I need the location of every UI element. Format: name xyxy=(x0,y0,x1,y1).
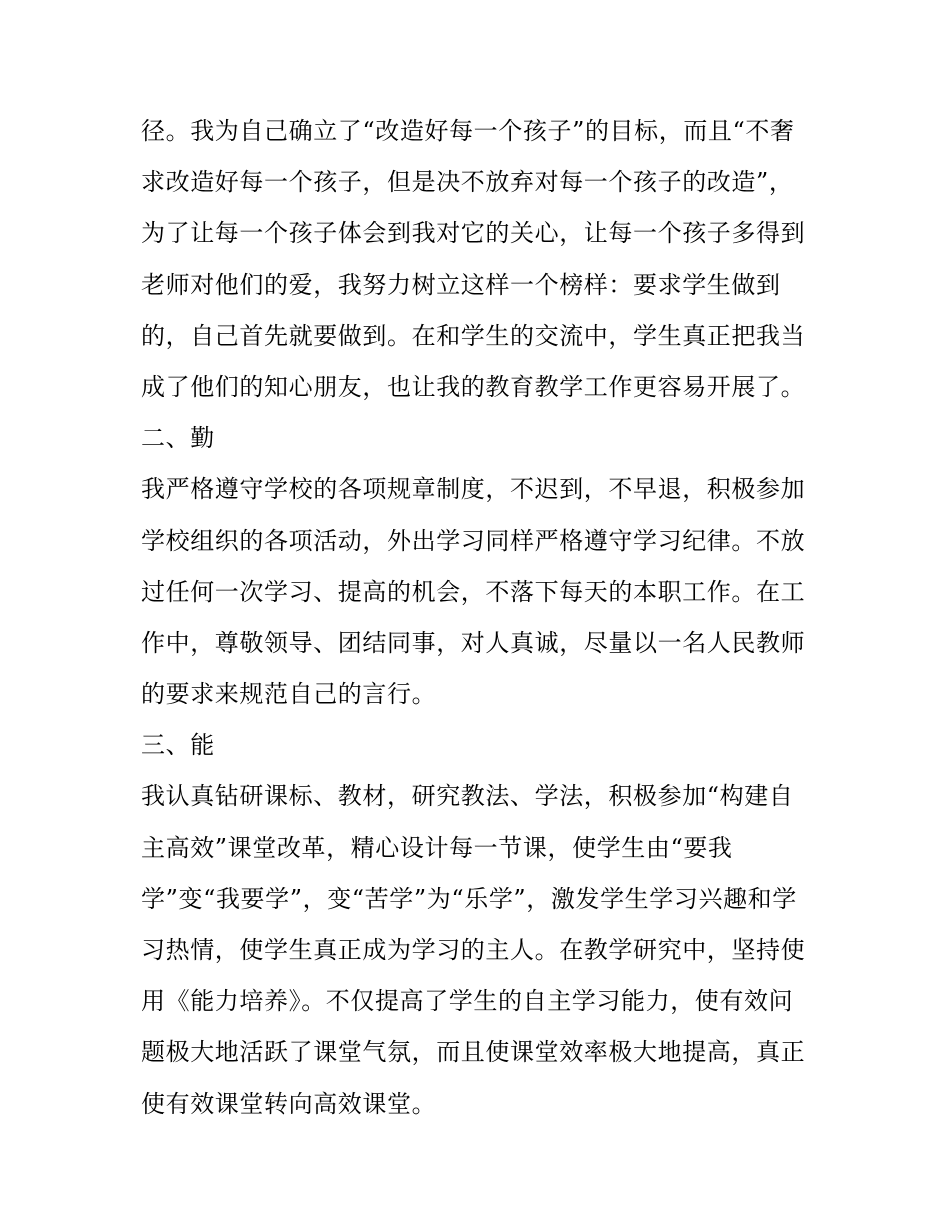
text-line: 过任何一次学习、提高的机会，不落下每天的本职工作。在工 xyxy=(141,577,806,606)
text-line: 题极大地活跃了课堂气氛，而且使课堂效率极大地提高，真正 xyxy=(141,1038,806,1067)
text-line: 学”变“我要学”，变“苦学”为“乐学”，激发学生学习兴趣和学 xyxy=(141,884,797,913)
text-line: 使有效课堂转向高效课堂。 xyxy=(141,1089,437,1118)
text-line: 习热情，使学生真正成为学习的主人。在教学研究中，坚持使 xyxy=(141,936,806,964)
text-line: 成了他们的知心朋友，也让我的教育教学工作更容易开展了。 xyxy=(141,372,806,401)
text-line: 求改造好每一个孩子，但是决不放弃对每一个孩子的改造”， xyxy=(141,168,794,197)
text-line: 用《能力培养》。不仅提高了学生的自主学习能力，使有效问 xyxy=(141,987,794,1016)
text-line: 为了让每一个孩子体会到我对它的关心，让每一个孩子多得到 xyxy=(141,219,806,248)
text-line: 的要求来规范自己的言行。 xyxy=(141,680,437,709)
text-line: 径。我为自己确立了“改造好每一个孩子”的目标，而且“不奢 xyxy=(141,117,795,145)
text-line: 主高效”课堂改革，精心设计每一节课，使学生由“要我 xyxy=(141,833,733,862)
text-line: 学校组织的各项活动，外出学习同样严格遵守学习纪律。不放 xyxy=(141,526,806,555)
section-heading-neng: 三、能 xyxy=(141,731,215,760)
text-line: 我严格遵守学校的各项规章制度，不迟到，不早退，积极参加 xyxy=(141,475,806,504)
text-line: 我认真钻研课标、教材，研究教法、学法，积极参加“构建自 xyxy=(141,782,794,811)
text-line: 的，自己首先就要做到。在和学生的交流中，学生真正把我当 xyxy=(141,321,806,350)
text-line: 老师对他们的爱，我努力树立这样一个榜样：要求学生做到 xyxy=(141,270,781,299)
section-heading-qin: 二、勤 xyxy=(141,424,215,453)
text-line: 作中，尊敬领导、团结同事，对人真诚，尽量以一名人民教师 xyxy=(141,628,806,657)
document-body xyxy=(141,106,821,1130)
